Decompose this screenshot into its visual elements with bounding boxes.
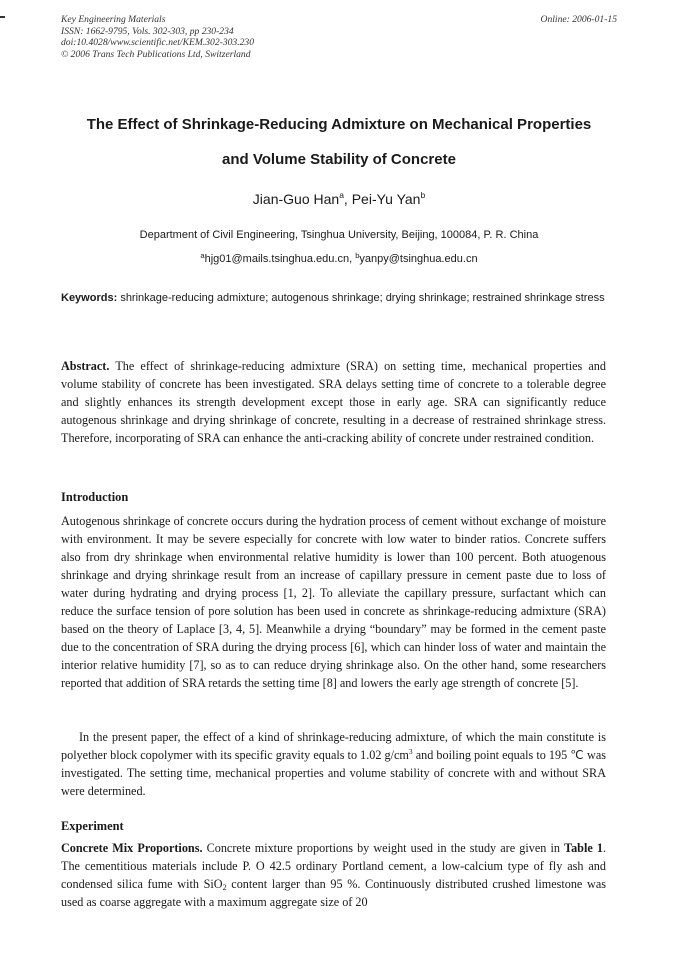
author-affil-mark: a (339, 190, 344, 200)
introduction-paragraph: Autogenous shrinkage of concrete occurs during the hydration process of cement without exchange of moisture with environment. It may be severe especially for concrete with low water to binder ratios. Concrete suffers also from dry shrinkage when environmental relative humidity is lower than 100 percent. Both atuogenous shrinkage and drying shrinkage result from an increase of capillary pressure in cement paste due to loss of water during hydrating and drying process [1, 2]. To alleviate the capillary pressure, surfactant which can reduce the surface tension of pore solution has been used in concrete as shrinkage-reducing admixture (SRA) based on the theory of Laplace [3, 4, 5]. Meanwhile a drying “boundary” may be formed in the cement paste due to the concentration of SRA during the drying process [6], which can hinder loss of water and maintain the interior relative humidity [7], so as to can reduce drying shrinkage also. On the other hand, some researchers reported that addition of SRA retards the setting time [8] and lowers the early age strength of concrete [5]. (61, 514, 606, 690)
introduction-paragraph (61, 728, 606, 800)
scan-edge-mark (0, 16, 5, 18)
author-name: Pei-Yu Yan (351, 191, 421, 207)
email-address: hjg01@mails.tsinghua.edu.cn (204, 253, 350, 265)
abstract-text: The effect of shrinkage-reducing admixture (SRA) on setting time, mechanical properties and volume stability of concrete has been investigated. SRA delays setting time of concrete to a tolerable degree and slightly enhances its strength development except those in early age. SRA can significantly reduce autogenous shrinkage and drying shrinkage of concrete, resulting in a decrease of restrained shrinkage stress. Therefore, incorporating of SRA can enhance the anti-cracking ability of concrete under restrained condition. (61, 359, 606, 445)
paper-title-line-1: The Effect of Shrinkage-Reducing Admixture on Mechanical Properties (86, 116, 592, 133)
email-separator: , (349, 253, 356, 265)
section-heading-experiment: Experiment (61, 819, 124, 833)
email-mark: b (355, 251, 360, 260)
paragraph-text: . The cementitious materials include P. O 42.5 ordinary Portland cement, a low-calcium type of fly ash and condensed silica fume with SiO (61, 841, 606, 891)
keywords-text: shrinkage-reducing admixture; autogenous shrinkage; drying shrinkage; restrained shrinkage stress (120, 292, 605, 304)
online-date: Online: 2006-01-15 (540, 14, 617, 25)
journal-header (61, 14, 617, 60)
mix-proportions-paragraph (61, 839, 606, 911)
paragraph-text: Concrete mixture proportions by weight used in the study are given in (202, 841, 565, 855)
paragraph-text: and boiling point equals to 195 ℃ was investigated. The setting time, mechanical properties and volume stability of concrete with and without SRA were determined. (61, 748, 606, 798)
author-emails (40, 252, 638, 266)
journal-name: Key Engineering Materials (61, 14, 166, 25)
copyright-line: © 2006 Trans Tech Publications Ltd, Switzerland (61, 48, 251, 60)
abstract-label: Abstract. (61, 359, 110, 373)
email-mark: a (200, 251, 205, 260)
paper-title-line-2: and Volume Stability of Concrete (222, 151, 456, 168)
issn-line: ISSN: 1662-9795, Vols. 302-303, pp 230-234 (61, 25, 234, 37)
section-heading-introduction: Introduction (61, 490, 129, 504)
doi-line: doi:10.4028/www.scientific.net/KEM.302-303.230 (61, 37, 255, 49)
affiliation: Department of Civil Engineering, Tsinghua University, Beijing, 100084, P. R. China (139, 229, 539, 241)
abstract-block (61, 357, 606, 447)
keywords-block (61, 290, 606, 307)
author-name: Jian-Guo Han (252, 191, 340, 207)
paragraph-text: In the present paper, the effect of a kind of shrinkage-reducing admixture, of which the main constitute is polyether block copolymer with its specific gravity equals to 1.02 g/cm (61, 730, 606, 762)
chemical-subscript: 2 (222, 883, 227, 892)
keywords-label: Keywords: (61, 292, 118, 304)
unit-superscript: 3 (408, 747, 413, 756)
author-list (40, 190, 638, 208)
author-separator: , (343, 191, 352, 207)
table-reference: Table 1 (564, 841, 603, 855)
email-address: yanpy@tsinghua.edu.cn (359, 253, 478, 265)
paragraph-text: content larger than 95 %. Continuously distributed crushed limestone was used as coarse aggregate with a maximum aggregate size of 20 (61, 877, 606, 909)
author-affil-mark: b (420, 190, 426, 200)
subsection-label: Concrete Mix Proportions. (61, 841, 203, 855)
